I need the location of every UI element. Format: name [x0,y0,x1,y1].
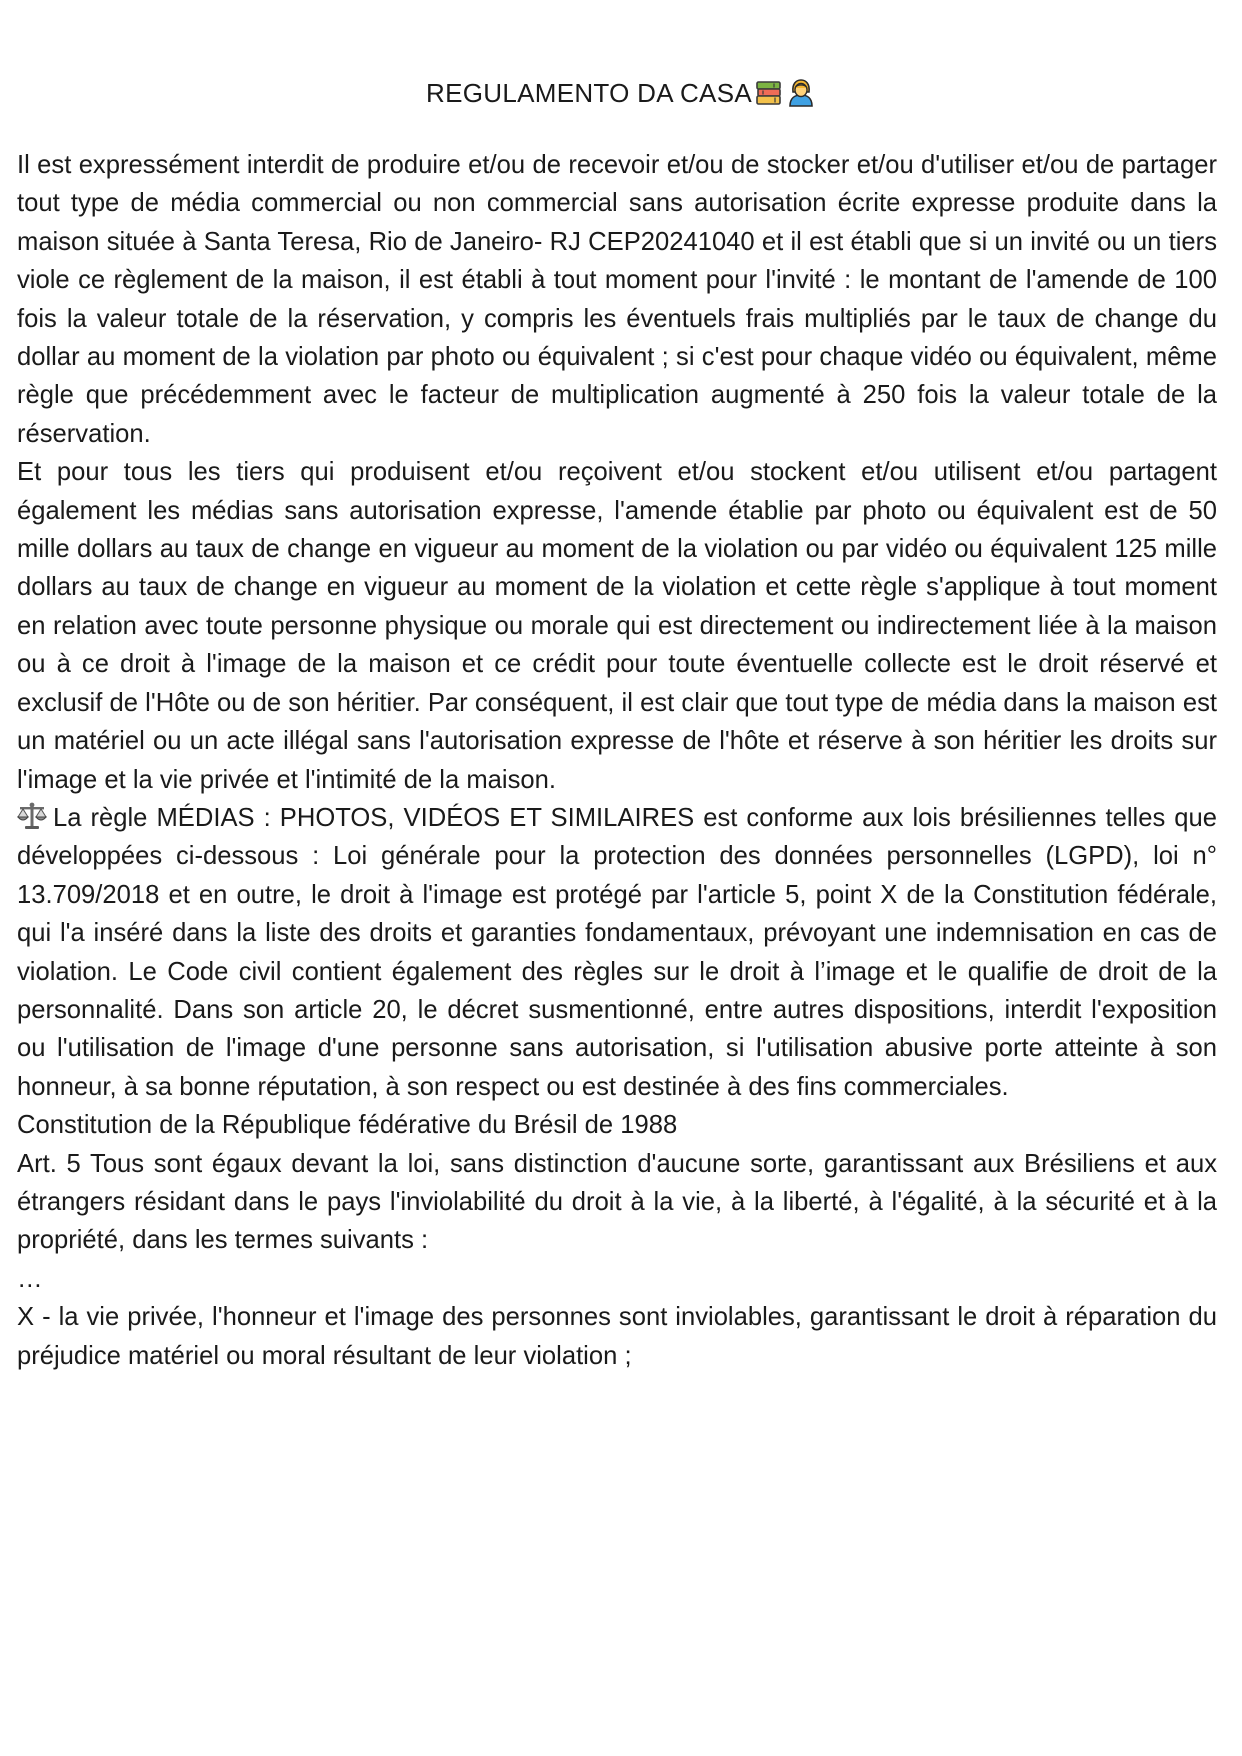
paragraph-legal-basis [17,799,1217,1106]
books-icon [754,78,784,108]
paragraph-media-ban: Il est expressément interdit de produire et/ou de recevoir et/ou de stocker et/ou d'utiliser et/ou de partager tout type de média commercial ou non commercial sans autorisation écrite expresse produite dans la maison située à Santa Teresa, Rio de Janeiro- RJ CEP20241040 et il est établi que si un invité ou un tiers viole ce règlement de la maison, il est établi à tout moment pour l'invité : le montant de l'amende de 100 fois la valeur totale de la réservation, y compris les éventuels frais multipliés par le taux de change du dollar au moment de la violation par photo ou équivalent ; si c'est pour chaque vidéo ou équivalent, même règle que précédemment avec le facteur de multiplication augmenté à 250 fois la valeur totale de la réservation. [17,151,1217,448]
scales-icon [17,801,47,831]
paragraph-third-party-fines: Et pour tous les tiers qui produisent et/ou reçoivent et/ou stockent et/ou utilisent et/ou partagent également les médias sans autorisation expresse, l'amende établie par photo ou équivalent est de 50 mille dollars au taux de change en vigueur au moment de la violation ou par vidéo ou équivalent 125 mille dollars au taux de change en vigueur au moment de la violation et cette règle s'applique à tout moment en relation avec toute personne physique ou morale qui est directement ou indirectement liée à la maison ou à ce droit à l'image de la maison et ce crédit pour toute éventuelle collecte est le droit réservé et exclusif de l'Hôte ou de son héritier. Par conséquent, il est clair que tout type de média dans la maison est un matériel ou un acte illégal sans l'autorisation expresse de l'hôte et réserve à son héritier les droits sur l'image et la vie privée et l'intimité de la maison. [17,458,1217,794]
paragraph-ellipsis: … [17,1264,43,1293]
document-title-row [0,72,1242,112]
paragraph-item-x: X - la vie privée, l'honneur et l'image des personnes sont inviolables, garantissant le droit à réparation du préjudice matériel ou moral résultant de leur violation ; [17,1303,1217,1370]
person-icon [786,78,816,108]
document-title: REGULAMENTO DA CASA [426,78,752,109]
paragraph-legal-basis-text: La règle MÉDIAS : PHOTOS, VIDÉOS ET SIMILAIRES est conforme aux lois brésiliennes telles que développées ci-dessous : Loi générale pour la protection des données personnelles (LGPD), loi n° 13.709/2018 et en outre, le droit à l'image est protégé par l'article 5, point X de la Constitution fédérale, qui l'a inséré dans la liste des droits et garanties fondamentaux, prévoyant une indemnisation en cas de violation. Le Code civil contient également des règles sur le droit à l’image et le qualifie de droit de la personnalité. Dans son article 20, le décret susmentionné, entre autres dispositions, interdit l'exposition ou l'utilisation de l'image d'une personne sans autorisation, si l'utilisation abusive porte atteinte à son honneur, à sa bonne réputation, à son respect ou est destinée à des fins commerciales. [17,803,1217,1101]
paragraph-constitution-heading: Constitution de la République fédérative du Brésil de 1988 [17,1111,678,1140]
paragraph-article-5: Art. 5 Tous sont égaux devant la loi, sans distinction d'aucune sorte, garantissant aux Brésiliens et aux étrangers résidant dans le pays l'inviolabilité du droit à la vie, à la liberté, à l'égalité, à la sécurité et à la propriété, dans les termes suivants : [17,1149,1217,1255]
document-body [17,146,1217,1375]
